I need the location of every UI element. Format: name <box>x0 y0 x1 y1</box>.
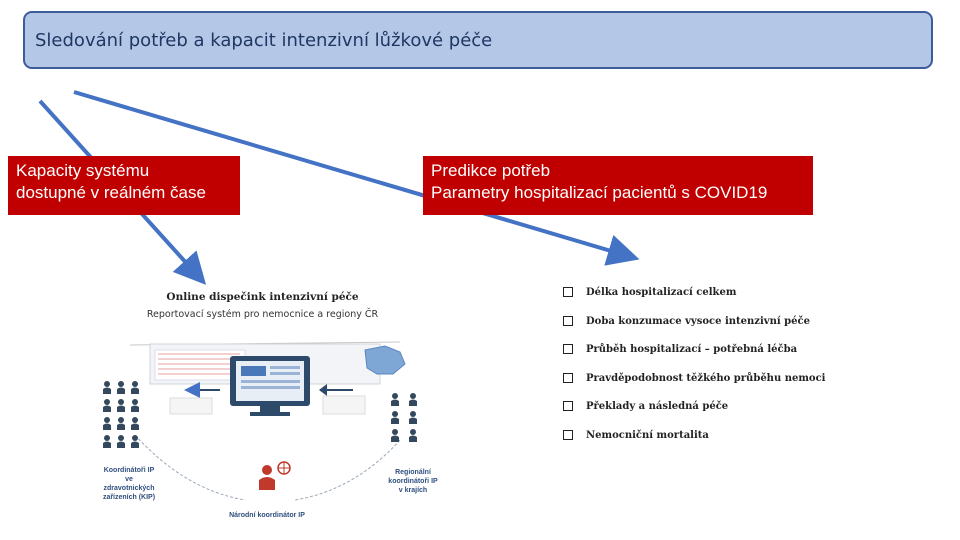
predictions-box <box>423 156 813 215</box>
checkbox-icon <box>563 430 573 440</box>
list-item: Délka hospitalizací celkem <box>563 283 825 312</box>
list-item: Doba konzumace vysoce intenzivní péče <box>563 312 825 341</box>
prediction-parameters-list <box>563 283 825 455</box>
page-title: Sledování potřeb a kapacit intenzivní lůžkové péče <box>35 30 493 51</box>
list-item: Pravděpodobnost těžkého průběhu nemoci <box>563 369 825 398</box>
kip-label: Koordinátoři IP ve zdravotnických zařízeních (KIP) <box>102 467 156 501</box>
capacities-line2: dostupné v reálném čase <box>16 183 206 202</box>
predictions-line1: Predikce potřeb <box>431 161 551 180</box>
checkbox-icon <box>563 316 573 326</box>
portal-subtitle: Reportovací systém pro nemocnice a regiony ČR <box>146 309 379 320</box>
national-coordinator-label: Národní koordinátor IP <box>229 512 305 519</box>
czech-map-icon <box>365 346 405 374</box>
portal-title: Online dispečink intenzivní péče <box>166 291 359 303</box>
list-item: Průběh hospitalizací – potřebná léčba <box>563 340 825 369</box>
predictions-line2: Parametry hospitalizací pacientů s COVID19 <box>431 183 768 202</box>
kip-people-icon <box>103 381 139 448</box>
regional-people-icon <box>391 393 417 442</box>
checkbox-icon <box>563 401 573 411</box>
list-item: Překlady a následná péče <box>563 397 825 426</box>
regional-coordinators-label: Regionální koordinátoři IP v krajích <box>388 469 438 494</box>
checkbox-icon <box>563 344 573 354</box>
checkbox-icon <box>563 373 573 383</box>
list-item: Nemocniční mortalita <box>563 426 825 455</box>
capacities-line1: Kapacity systému <box>16 161 150 180</box>
national-coordinator-icon <box>259 462 290 490</box>
capacities-box <box>8 156 240 215</box>
checkbox-icon <box>563 287 573 297</box>
